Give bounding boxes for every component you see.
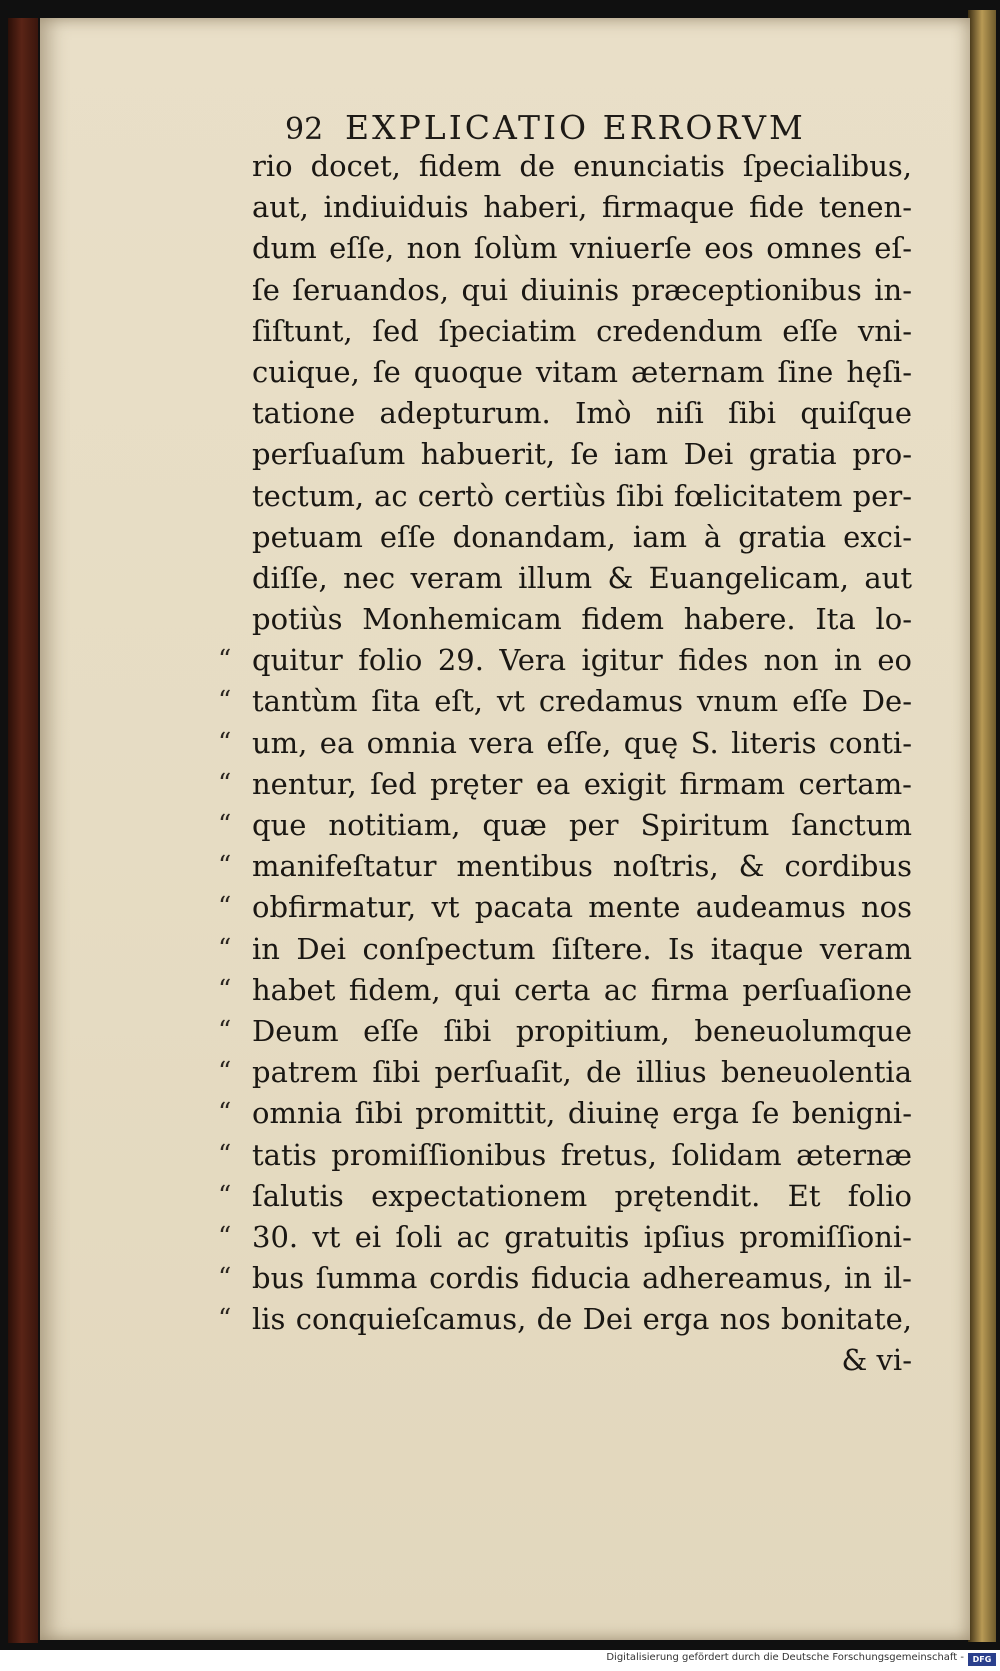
text-line — [218, 1258, 912, 1299]
line-text: manifeſtatur mentibus noſtris, & cordibus — [252, 849, 912, 884]
quotation-mark: “ — [218, 974, 232, 1005]
text-line — [252, 146, 912, 187]
line-text: lis conquieſcamus, de Dei erga nos bonitate, — [252, 1302, 912, 1337]
line-text: habet fidem, qui certa ac firma perſuaſione — [252, 972, 912, 1007]
quotation-mark: “ — [218, 686, 232, 717]
quotation-mark: “ — [218, 727, 232, 758]
text-line — [218, 640, 912, 681]
footer-bar — [0, 1650, 1000, 1671]
line-text: dum eſſe, non ſolùm vniuerſe eos omnes eſ- — [252, 231, 912, 266]
text-line — [218, 846, 912, 887]
quotation-mark: “ — [218, 1180, 232, 1211]
line-text: quitur folio 29. Vera igitur fides non in eo — [252, 643, 912, 678]
line-text: diſſe, nec veram illum & Euangelicam, aut — [252, 560, 912, 595]
quotation-mark: “ — [218, 1304, 232, 1335]
text-line — [252, 393, 912, 434]
text-line — [252, 187, 912, 228]
text-line — [218, 723, 912, 764]
line-text: tatione adepturum. Imò niſi ſibi quiſque — [252, 396, 912, 431]
catchword: & vi- — [841, 1343, 912, 1378]
text-line — [252, 517, 912, 558]
line-text: tectum, ac certò certiùs ſibi fœlicitatem per- — [252, 478, 912, 513]
text-line — [252, 599, 912, 640]
line-text: patrem ſibi perſuaſit, de illius beneuolentia — [252, 1055, 912, 1090]
line-text: petuam eſſe donandam, iam à gratia exci- — [252, 519, 912, 554]
line-text: potiùs Monhemicam fidem habere. Ita lo- — [252, 602, 912, 637]
footer-credit: Digitalisierung gefördert durch die Deutsche Forschungsgemeinschaft - — [606, 1652, 964, 1663]
text-line — [218, 805, 912, 846]
quotation-mark: “ — [218, 768, 232, 799]
line-text: um, ea omnia vera eſſe, quę S. literis conti- — [252, 725, 912, 760]
quotation-mark: “ — [218, 645, 232, 676]
line-text: in Dei conſpectum ſiſtere. Is itaque veram — [252, 931, 912, 966]
dfg-logo: DFG — [968, 1653, 996, 1666]
text-line — [218, 1135, 912, 1176]
text-line — [218, 681, 912, 722]
line-text: tatis promiſſionibus fretus, ſolidam æternæ — [252, 1137, 912, 1172]
running-title: EXPLICATIO ERRORVM — [345, 108, 806, 147]
text-line — [218, 764, 912, 805]
text-line — [252, 476, 912, 517]
quotation-mark: “ — [218, 1057, 232, 1088]
book-page-edges — [968, 10, 996, 1642]
body-text — [218, 146, 912, 1382]
line-text: ſalutis expectationem prętendit. Et folio — [252, 1178, 912, 1213]
line-text: omnia ſibi promittit, diuinę erga ſe benigni- — [252, 1096, 912, 1131]
text-line — [218, 929, 912, 970]
line-text: que notitiam, quæ per Spiritum ſanctum — [252, 808, 912, 842]
text-line — [252, 434, 912, 475]
line-text: nentur, ſed pręter ea exigit firmam certam- — [252, 766, 912, 801]
quotation-mark: “ — [218, 1015, 232, 1046]
line-text: rio docet, fidem de enunciatis ſpecialibus, — [252, 149, 912, 183]
quotation-mark: “ — [218, 933, 232, 964]
text-line — [252, 558, 912, 599]
text-line — [218, 1299, 912, 1340]
line-text: perſuaſum habuerit, ſe iam Dei gratia pro- — [252, 437, 912, 472]
line-text: tantùm ſita eſt, vt credamus vnum eſſe De- — [252, 684, 912, 719]
book-cover-edge — [8, 18, 38, 1643]
line-text: ſe ſeruandos, qui diuinis præceptionibus in- — [252, 272, 912, 307]
line-text: obfirmatur, vt pacata mente audeamus nos — [252, 890, 912, 925]
quotation-mark: “ — [218, 1098, 232, 1129]
quotation-mark: “ — [218, 892, 232, 923]
text-line — [252, 352, 912, 393]
text-line — [252, 228, 912, 269]
text-line — [252, 270, 912, 311]
text-line — [218, 1052, 912, 1093]
line-text: aut, indiuiduis haberi, firmaque fide tenen- — [252, 190, 912, 225]
line-text: 30. vt ei ſoli ac gratuitis ipſius promiſſioni- — [252, 1219, 912, 1254]
text-line — [218, 1011, 912, 1052]
line-text: cuique, ſe quoque vitam æternam ſine hęſi- — [252, 354, 912, 389]
line-text: ſiſtunt, ſed ſpeciatim credendum eſſe vni- — [252, 313, 912, 348]
text-line — [218, 970, 912, 1011]
text-line — [218, 887, 912, 928]
text-line — [218, 1217, 912, 1258]
text-line — [252, 311, 912, 352]
page-number: 92 — [285, 112, 324, 147]
quotation-mark: “ — [218, 1221, 232, 1252]
quotation-mark: “ — [218, 1139, 232, 1170]
quotation-mark: “ — [218, 851, 232, 882]
line-text: Deum eſſe ſibi propitium, beneuolumque — [252, 1013, 912, 1048]
text-line — [218, 1093, 912, 1134]
text-line — [218, 1176, 912, 1217]
quotation-mark: “ — [218, 1263, 232, 1294]
line-text: bus ſumma cordis fiducia adhereamus, in il- — [252, 1261, 912, 1296]
quotation-mark: “ — [218, 810, 232, 840]
